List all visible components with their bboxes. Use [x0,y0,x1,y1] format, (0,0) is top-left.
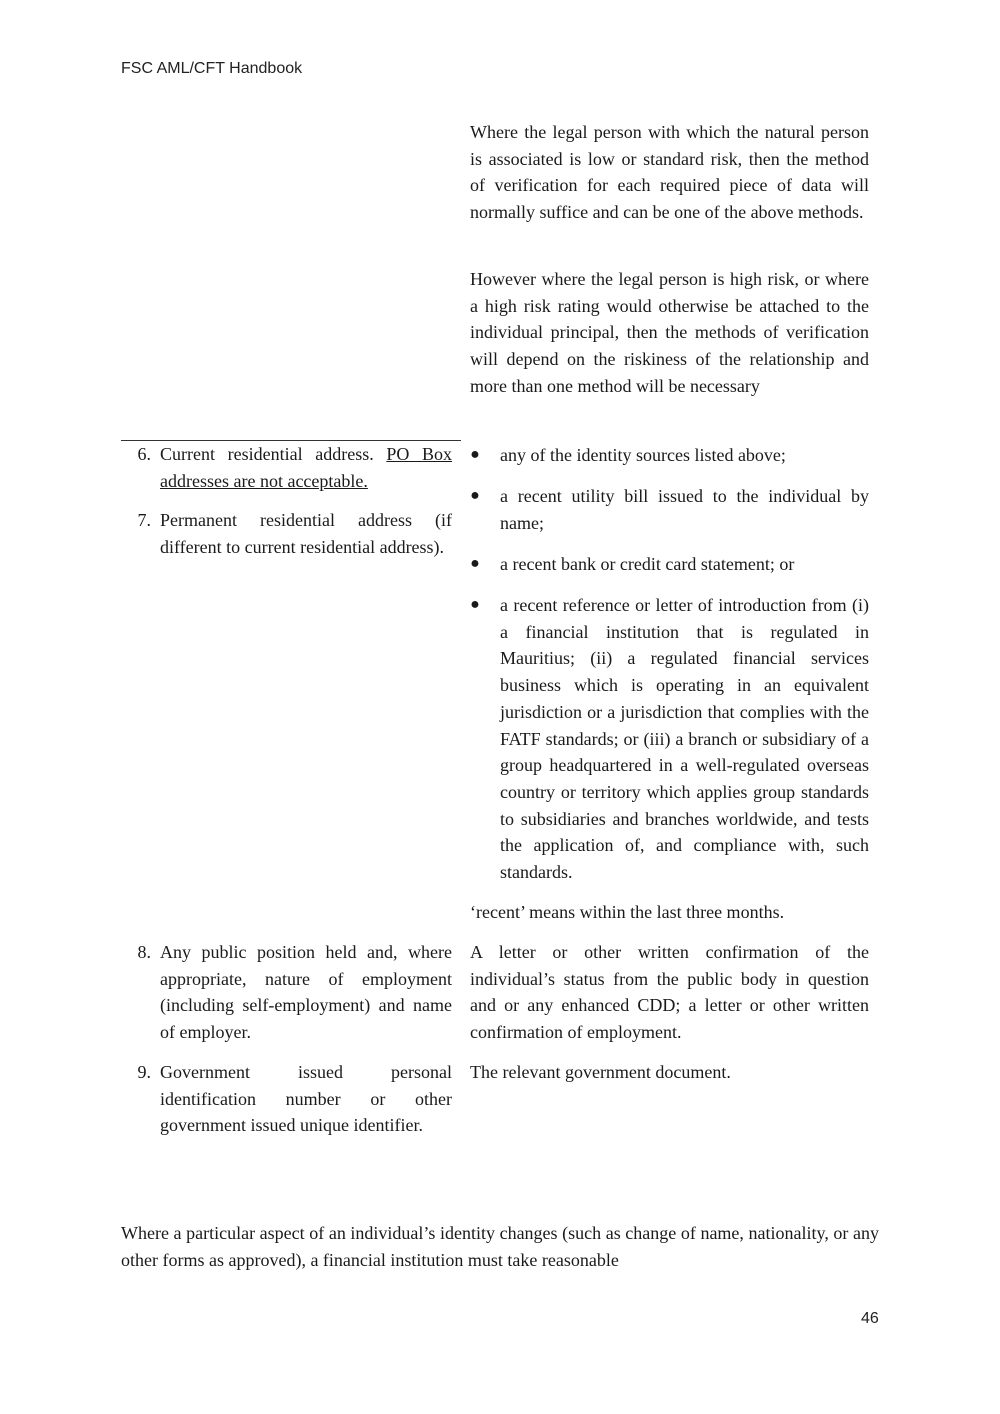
list-item-9 [121,1059,452,1139]
recent-definition-note: ‘recent’ means within the last three months. [470,902,785,922]
list-item-number: 7. [137,510,151,530]
bullet-text: a recent reference or letter of introduction from (i) a financial institution that is regulated in Mauritius; (ii) a regulated financial services business which is operating in an equivalent jurisdiction or a jurisdiction that complies with the FATF standards; or (iii) a branch or subsidiary of a group headquartered in a well-regulated overseas country or territory which applies group standards to subsidiaries and branches worldwide, and tests the application of, and compliance with, such standards. [500,595,869,883]
bullet-icon: ● [470,446,480,463]
verification-low-risk-paragraph: Where the legal person with which the natural person is associated is low or standard risk, then the method of verification for each required piece of data will normally suffice and can be one of the above methods. [470,122,869,223]
list-item-number: 8. [137,942,151,962]
page-number: 46 [861,1310,879,1327]
bullet-icon: ● [470,555,480,572]
bullet-item [470,442,869,469]
body-paragraph: Where a particular aspect of an individual’s identity changes (such as change of name, nationality, or any other forms as approved), a financial institution must take reasonable [121,1223,879,1270]
running-header: FSC AML/CFT Handbook [121,60,303,77]
list-item-text: Current residential address. [160,444,387,464]
list-item-text: Any public position held and, where appropriate, nature of employment (including self-employment) and name of employer. [160,942,452,1043]
list-item-number: 9. [137,1062,151,1082]
verification-high-risk-paragraph: However where the legal person is high risk, or where a high risk rating would otherwise be attached to the individual principal, then the methods of verification will depend on the riskiness of the relationship and more than one method will be necessary [470,269,869,396]
list-item-number: 6. [137,444,151,464]
list-item-text: Permanent residential address (if different to current residential address). [160,510,452,557]
list-item-underlined-text: PO Box addresses are not acceptable. [160,444,453,491]
bullet-item [470,483,869,536]
bullet-item [470,592,869,886]
bullet-icon: ● [470,596,480,613]
bullet-icon: ● [470,487,480,504]
item-9-verification-text: The relevant government document. [470,1062,731,1082]
item-8-verification-text: A letter or other written confirmation of the individual’s status from the public body in question and or any enhanced CDD; a letter or other written confirmation of employment. [470,942,869,1043]
list-item-8 [121,939,452,1046]
bullet-text: a recent bank or credit card statement; or [500,554,795,574]
list-item-7 [121,507,452,560]
bullet-text: any of the identity sources listed above; [500,445,786,465]
list-item-6 [121,441,452,494]
bullet-text: a recent utility bill issued to the individual by name; [500,486,869,533]
list-item-text: Government issued personal identification number or other government issued unique identifier. [160,1062,452,1136]
bullet-item [470,551,869,578]
